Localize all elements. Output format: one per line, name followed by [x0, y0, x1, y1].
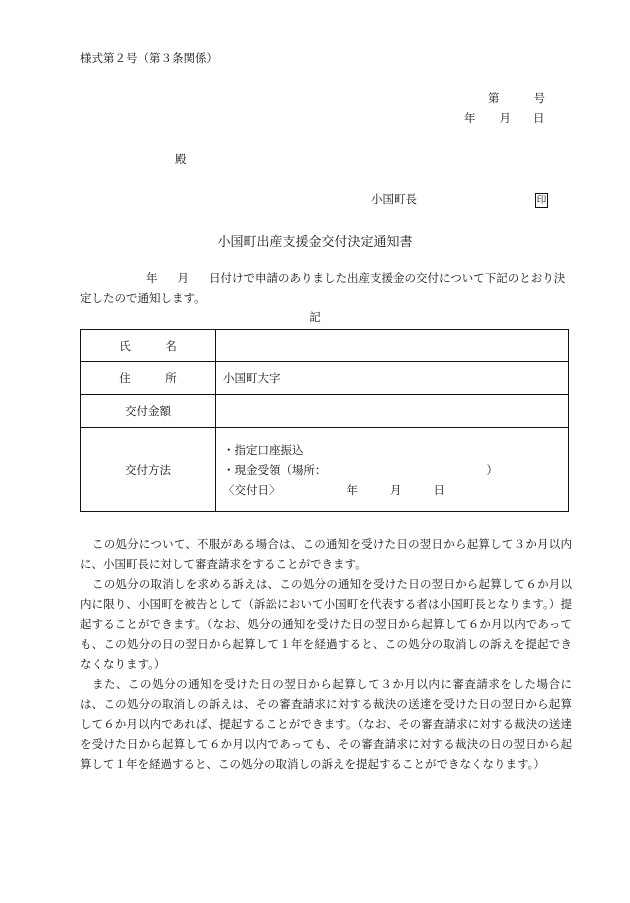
address-value: 小国町大字	[216, 362, 569, 395]
payment-date-label: 〈交付日〉	[223, 482, 281, 497]
method-transfer: ・指定口座振込	[223, 442, 304, 457]
name-value	[216, 330, 569, 362]
payment-date	[223, 480, 568, 500]
name-label: 氏 名	[81, 330, 216, 362]
document-date	[464, 110, 545, 126]
method-cash	[223, 460, 568, 480]
notice-paragraph: この処分の取消しを求める訴えは、この処分の通知を受けた日の翌日から起算して６か月以内に限り、小国町を被告として（訴訟において小国町を代表する者は小国町長となります。）提起することができます。（なお、処分の通知を受けた日の翌日から起算して６か月以内であっても、この処分の日の翌日から起算して１年を経過すると、この処分の取消しの訴えを提起できなくなります。）	[80, 577, 572, 671]
ki-heading: 記	[309, 310, 321, 324]
payment-day: 日	[433, 482, 445, 497]
details-table	[80, 329, 569, 512]
notice-text	[80, 534, 572, 774]
intro-line2: 定したので通知します。	[80, 291, 206, 305]
doc-date-month: 月	[499, 111, 511, 125]
method-value	[216, 428, 569, 512]
method-cash-suffix: ）	[486, 462, 498, 477]
intro-year: 年	[146, 271, 158, 285]
doc-date-day: 日	[533, 111, 545, 125]
notice-paragraph: この処分について、不服がある場合は、この通知を受けた日の翌日から起算して３か月以内に、小国町長に対して審査請求をすることができます。	[80, 537, 572, 571]
document-title: 小国町出産支援金交付決定通知書	[217, 235, 413, 250]
table-row	[81, 428, 569, 512]
issuer-title: 小国町長	[371, 192, 417, 206]
form-number: 様式第２号（第３条関係）	[80, 51, 218, 65]
intro-month: 月	[177, 271, 189, 285]
method-cash-prefix: ・現金受領（場所：	[223, 462, 327, 477]
payment-year: 年	[346, 482, 358, 497]
address-label: 住 所	[81, 362, 216, 395]
intro-line1: 日付けで申請のありました出産支援金の交付について下記のとおり決	[209, 271, 566, 285]
payment-month: 月	[390, 482, 402, 497]
document-number	[488, 90, 545, 106]
table-row	[81, 330, 569, 362]
amount-label: 交付金額	[81, 395, 216, 428]
method-label: 交付方法	[81, 428, 216, 512]
amount-value	[216, 395, 569, 428]
doc-number-prefix: 第	[488, 91, 500, 105]
table-row	[81, 362, 569, 395]
doc-date-year: 年	[464, 111, 476, 125]
addressee: 殿	[175, 152, 187, 166]
table-row	[81, 395, 569, 428]
intro-paragraph	[80, 268, 572, 308]
issuer-block	[371, 191, 548, 208]
doc-number-suffix: 号	[533, 91, 545, 105]
seal-mark: 印	[536, 194, 547, 206]
notice-paragraph: また、この処分の通知を受けた日の翌日から起算して３か月以内に審査請求をした場合には、この処分の取消しの訴えは、その審査請求に対する裁決の送達を受けた日の翌日から起算して６か月以内であれば、提起することができます。（なお、その審査請求に対する裁決の送達を受けた日から起算して６か月以内であっても、その審査請求に対する裁決の日の翌日から起算して１年を経過すると、この処分の取消しの訴えを提起することができなくなります。）	[80, 677, 572, 771]
